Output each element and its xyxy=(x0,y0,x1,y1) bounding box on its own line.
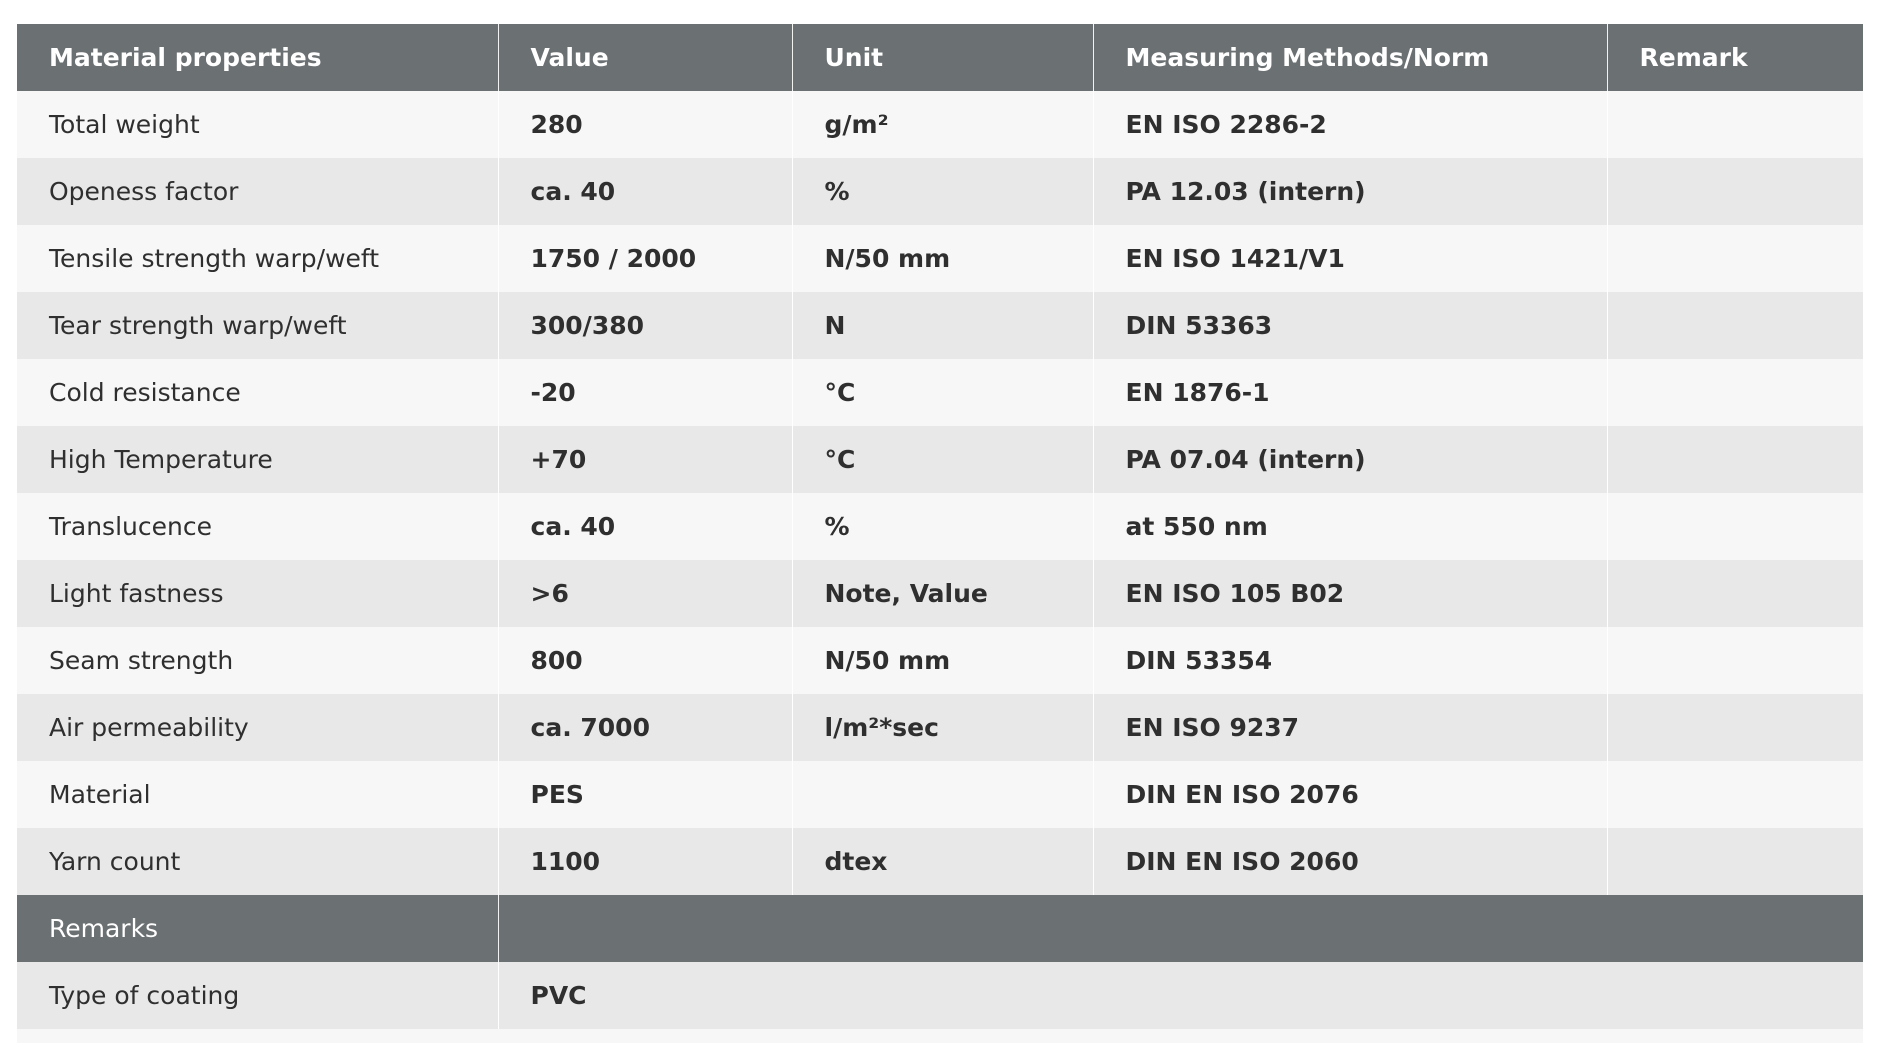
remarks-section-label: Remarks xyxy=(17,895,498,962)
table-row xyxy=(17,426,1863,493)
cell-method: at 550 nm xyxy=(1093,493,1607,560)
cell-method: EN 1876-1 xyxy=(1093,359,1607,426)
cell-value: >6 xyxy=(498,560,792,627)
cell-unit: N/50 mm xyxy=(792,225,1093,292)
cell-remark-property: Type of coating xyxy=(17,962,498,1029)
table-row xyxy=(17,761,1863,828)
table-header-row xyxy=(17,24,1863,91)
cell-method: PA 12.03 (intern) xyxy=(1093,158,1607,225)
cell-remark xyxy=(1607,426,1863,493)
header-measuring-methods: Measuring Methods/Norm xyxy=(1093,24,1607,91)
cell-remark xyxy=(1607,694,1863,761)
table-bottom-strip xyxy=(17,1029,1863,1043)
cell-method: PA 07.04 (intern) xyxy=(1093,426,1607,493)
cell-remark xyxy=(1607,91,1863,158)
cell-remark xyxy=(1607,158,1863,225)
cell-property: Yarn count xyxy=(17,828,498,895)
cell-unit: l/m²*sec xyxy=(792,694,1093,761)
cell-unit: g/m² xyxy=(792,91,1093,158)
cell-property: Cold resistance xyxy=(17,359,498,426)
header-value: Value xyxy=(498,24,792,91)
cell-value: 800 xyxy=(498,627,792,694)
table-row xyxy=(17,91,1863,158)
cell-remark xyxy=(1607,225,1863,292)
remarks-row xyxy=(17,962,1863,1029)
cell-property: Air permeability xyxy=(17,694,498,761)
header-remark: Remark xyxy=(1607,24,1863,91)
table-row xyxy=(17,158,1863,225)
cell-value: 1100 xyxy=(498,828,792,895)
cell-unit: dtex xyxy=(792,828,1093,895)
cell-value: 1750 / 2000 xyxy=(498,225,792,292)
table-row xyxy=(17,493,1863,560)
table-row xyxy=(17,694,1863,761)
material-properties-table-container xyxy=(17,24,1863,1043)
cell-value: ca. 40 xyxy=(498,493,792,560)
cell-remark xyxy=(1607,493,1863,560)
cell-method: DIN EN ISO 2076 xyxy=(1093,761,1607,828)
table-row xyxy=(17,292,1863,359)
cell-unit: °C xyxy=(792,359,1093,426)
cell-property: Translucence xyxy=(17,493,498,560)
cell-method: DIN 53354 xyxy=(1093,627,1607,694)
cell-unit: N/50 mm xyxy=(792,627,1093,694)
cell-unit: °C xyxy=(792,426,1093,493)
cell-property: Total weight xyxy=(17,91,498,158)
cell-value: ca. 7000 xyxy=(498,694,792,761)
cell-property: Tear strength warp/weft xyxy=(17,292,498,359)
cell-remark xyxy=(1607,359,1863,426)
table-body xyxy=(17,91,1863,895)
cell-value: PES xyxy=(498,761,792,828)
table-row xyxy=(17,627,1863,694)
header-material-properties: Material properties xyxy=(17,24,498,91)
cell-value: -20 xyxy=(498,359,792,426)
remarks-body xyxy=(17,962,1863,1029)
cell-unit: N xyxy=(792,292,1093,359)
cell-unit: % xyxy=(792,158,1093,225)
cell-value: +70 xyxy=(498,426,792,493)
cell-method: EN ISO 105 B02 xyxy=(1093,560,1607,627)
cell-property: Material xyxy=(17,761,498,828)
cell-value: ca. 40 xyxy=(498,158,792,225)
cell-remark xyxy=(1607,292,1863,359)
table-row xyxy=(17,560,1863,627)
cell-value: 280 xyxy=(498,91,792,158)
cell-property: Light fastness xyxy=(17,560,498,627)
cell-remark xyxy=(1607,761,1863,828)
material-properties-table xyxy=(17,24,1863,1029)
cell-remark-value: PVC xyxy=(498,962,1863,1029)
cell-property: Seam strength xyxy=(17,627,498,694)
cell-property: Openess factor xyxy=(17,158,498,225)
remarks-section-spacer xyxy=(498,895,1863,962)
cell-unit: % xyxy=(792,493,1093,560)
table-row xyxy=(17,828,1863,895)
remarks-section-header xyxy=(17,895,1863,962)
cell-method: DIN 53363 xyxy=(1093,292,1607,359)
header-unit: Unit xyxy=(792,24,1093,91)
cell-remark xyxy=(1607,828,1863,895)
cell-unit xyxy=(792,761,1093,828)
cell-method: EN ISO 1421/V1 xyxy=(1093,225,1607,292)
cell-property: Tensile strength warp/weft xyxy=(17,225,498,292)
table-row xyxy=(17,225,1863,292)
table-row xyxy=(17,359,1863,426)
cell-method: DIN EN ISO 2060 xyxy=(1093,828,1607,895)
cell-remark xyxy=(1607,560,1863,627)
cell-value: 300/380 xyxy=(498,292,792,359)
cell-method: EN ISO 2286-2 xyxy=(1093,91,1607,158)
cell-property: High Temperature xyxy=(17,426,498,493)
cell-method: EN ISO 9237 xyxy=(1093,694,1607,761)
cell-unit: Note, Value xyxy=(792,560,1093,627)
cell-remark xyxy=(1607,627,1863,694)
